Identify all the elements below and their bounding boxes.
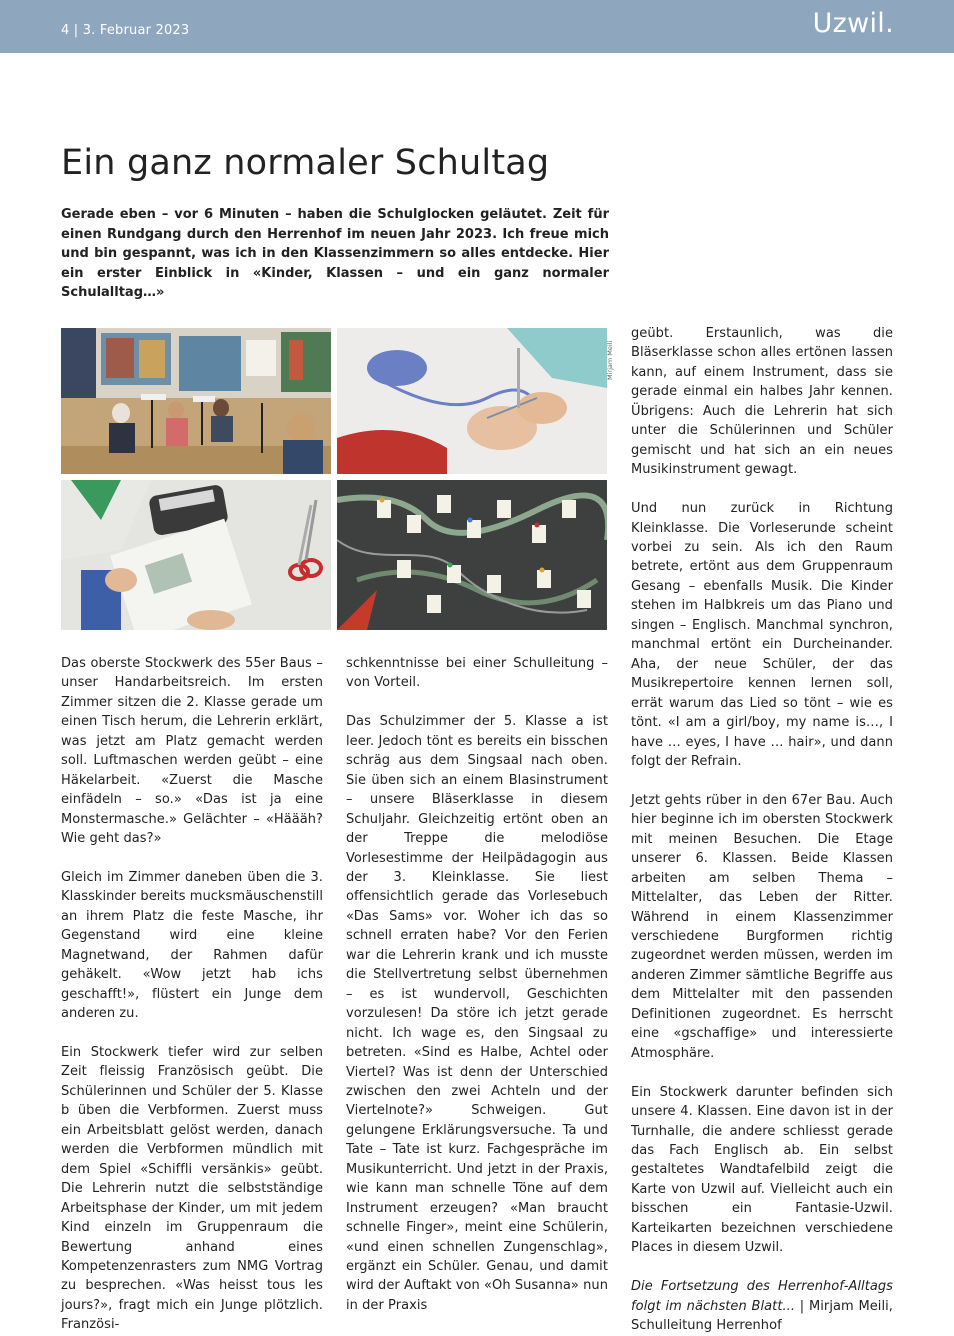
page-header <box>0 0 954 53</box>
paragraph: Das Schulzimmer der 5. Klasse a ist leer. Jedoch tönt es bereits ein bisschen schräg aus dem Singsaal nach oben. Sie üben sich an einem Blasinstrument – unsere Bläserklasse in diesem Schuljahr. Gleichzeitig ertönt oben an der Treppe die melodiöse Vorlesestimme der Heilpädagogin aus der 3. Kleinklasse. Sie liest offensichtlich gerade das Vorlesebuch «Das Sams» vor. Woher ich das so schnell erraten habe? Vor den Ferien war die Lehrerin krank und ich musste die Stellvertretung selbst übernehmen – es ist wundervoll, Geschichten vorzulesen! Da störe ich jetzt gerade nicht. Ich wage es, den Singsaal zu betreten. «Sind es Halbe, Achtel oder Viertel? Was ist denn der Unterschied zwischen den zwei Achteln und der Viertelnote?» Schweigen. Gut gelungene Erklärungsversuche. Ta und Tate – Tate ist kurz. Fachgespräche im Musikunterricht. Und jetzt in der Praxis, wie kann man schnelle Töne auf dem Instrument erzeugen? «Man braucht schnelle Finger», meint eine Schülerin, «und einen schnellen Zungenschlag», ergänzt ein Schüler. Genau, und damit wird der Auftakt von «Oh Susanna» nun in der Praxis <box>346 714 608 1313</box>
article-title: Ein ganz normaler Schultag <box>61 143 550 183</box>
paragraph: Das oberste Stockwerk des 55er Baus – unser Handarbeitsreich. Im ersten Zimmer sitzen die 2. Klasse gerade um einen Tisch herum, die Lehrerin erklärt, was jetzt am Platz gemacht werden soll. Luftmaschen werden geübt – eine Häkelarbeit. «Zuerst die Masche einfädeln – so.» «Das ist ja eine Monstermasche.» Gelächter – «Häääh? Wie geht das?» <box>61 656 323 847</box>
paragraph: Jetzt gehts rüber in den 67er Bau. Auch hier beginne ich im obersten Stockwerk mit meinen Besuchen. Die Etage unserer 6. Klassen. Beide Klassen arbeiten am selben Thema – Mittelalter, das Leben der Ritter. Während in einem Klassenzimmer verschiedene Burgformen richtig zugeordnet werden müssen, werden im anderen Zimmer sämtliche Begriffe aus dem Mittelalter mit den passenden Definitionen zugeordnet. Es herrscht eine «gschaffige» und interessierte Atmosphäre. <box>631 792 893 1061</box>
paragraph: geübt. Erstaunlich, was die Bläserklasse schon alles ertönen lassen kann, auf einem Instrument, dass sie gerade einmal ein halbes Jahr kennen. Übrigens: Auch die Lehrerin hat sich unter die Schülerinnen und Schüler gemischt und hat sich an ein neues Musikinstrument gewagt. <box>631 326 893 478</box>
photo-workbook <box>61 480 331 630</box>
photo-credit: Mirjam Meili <box>606 340 614 380</box>
paragraph: Und nun zurück in Richtung Kleinklasse. Die Vorleserunde scheint vorbei zu sein. Als ich den Raum betrete, ertönt aus dem Gruppenraum Gesang – ebenfalls Musik. Die Kinder stehen im Halbkreis um das Piano und singen – Englisch. Manchmal synchron, manchmal ertönt ein Durcheinander. Aha, der neue Schüler, der das Musikrepertoire kennen lernen soll, errät warum das Lied so tönt – wie es tönt. «I am a girl/boy, my name is…, I have … eyes, I have … hair», und dann folgt der Refrain. <box>631 501 893 769</box>
article-column-3 <box>631 324 893 1336</box>
paragraph: Ein Stockwerk darunter befinden sich unsere 4. Klassen. Eine davon ist in der Turnhalle, die andere schliesst gerade das Fach Englisch ab. Ein selbst gestaltetes Wandtafelbild zeigt die Karte von Uzwil auf. Vielleicht auch ein bisschen ein Fantasie-Uzwil. Karteikarten bezeichnen verschiedene Places in diesem Uzwil. <box>631 1084 893 1256</box>
page-number-date: 4 | 3. Februar 2023 <box>61 23 190 38</box>
article-column-2 <box>346 654 608 1315</box>
article-column-1 <box>61 654 323 1335</box>
author-name: | Mirjam Meili, Schulleitung Herrenhof <box>631 1298 893 1334</box>
paragraph: Gleich im Zimmer daneben üben die 3. Klasskinder bereits mucksmäuschenstill an ihrem Platz die feste Masche, ihr Gegenstand wird eine kleine Magnetwand, der Rahmen dafür gehäkelt. «Wow jetzt hab ichs geschafft!», flüstert ein Junge dem anderen zu. <box>61 869 323 1022</box>
paragraph: Ein Stockwerk tiefer wird zur selben Zeit fleissig Französisch geübt. Die Schülerinnen und Schüler der 5. Klasse b üben die Verbformen. Zuerst muss ein Arbeitsblatt gelöst werden, danach werden die Verbformen mündlich mit dem Spiel «Schiffli versänkis» geübt. Die Lehrerin nutzt die selbstständige Arbeitsphase der Kinder, um mit jedem Kind einzeln im Gruppenraum die Bewertung anhand eines Kompetenzenrasters zum NMG Vortrag zu besprechen. «Was heisst tous les jours?», fragt mich ein Junge plötzlich. Französi- <box>61 1045 323 1333</box>
brand-logo: Uzwil. <box>812 8 894 39</box>
photo-music-class <box>61 328 331 474</box>
photo-crochet-hands <box>337 328 607 474</box>
author-signature <box>631 1277 893 1335</box>
paragraph: schkenntnisse bei einer Schulleitung – von Vorteil. <box>346 656 608 691</box>
photo-blackboard-map <box>337 480 607 630</box>
continuation-note: Die Fortsetzung des Herrenhof-Alltags folgt im nächsten Blatt... <box>631 1279 893 1314</box>
article-lead: Gerade eben – vor 6 Minuten – haben die Schulglocken geläutet. Zeit für einen Rundgang durch den Herrenhof im neuen Jahr 2023. Ich freue mich und bin gespannt, was ich in den Klassenzimmern so alles entdecke. Hier ein erster Einblick in «Kinder, Klassen – und ein ganz normaler Schulalltag…» <box>61 207 609 300</box>
